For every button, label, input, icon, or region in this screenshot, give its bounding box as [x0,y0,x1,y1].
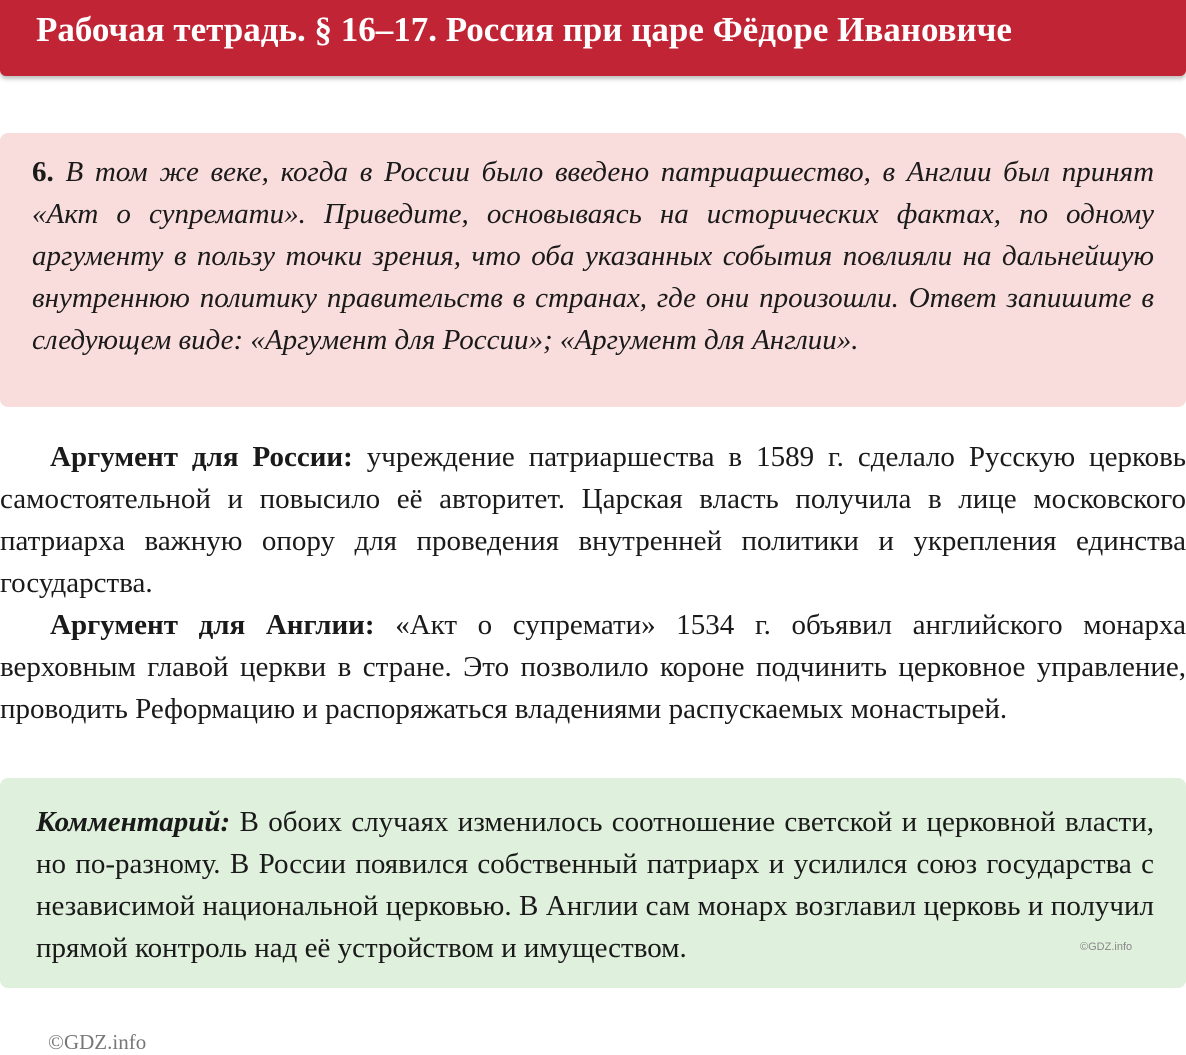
task-number: 6. [32,156,54,188]
answer-russia [0,436,1186,604]
page-header [0,0,1186,76]
answer-section [0,436,1186,730]
comment [36,801,1154,969]
comment-text: В обоих случаях изменилось соотношение светской и церковной власти, но по-разному. В России появился собственный патриарх и усилился союз государства с независимой национальной церковью. В Англии сам монарх возглавил церковь и получил прямой контроль над её устройством и имуществом. [36,806,1155,964]
answer-england [0,604,1186,730]
answer-england-text: «Акт о супремати» 1534 г. объявил английского монарха верховным главой церкви в стране. Это позволило короне подчинить церковное управление, проводить Реформацию и распоряжаться владениями распускаемых монастырей. [0,609,1186,725]
page-title: Рабочая тетрадь. § 16–17. Россия при царе Фёдоре Ивановиче [36,10,1012,49]
copyright: ©GDZ.info [48,1030,147,1054]
task-question-text: В том же веке, когда в России было введено патриаршество, в Англии был принят «Акт о супремати». Приведите, основываясь на исторических фактах, по одному аргументу в пользу точки зрения, что оба указанных события повлияли на дальнейшую внутреннюю политику правительств в странах, где они произошли. Ответ запишите в следующем виде: «Аргумент для России»; «Аргумент для Англии». [32,156,1155,356]
answer-england-label: Аргумент для Англии: [50,609,375,641]
small-watermark: ©GDZ.info [1080,941,1133,953]
task-question [32,151,1154,361]
comment-label: Комментарий: [36,806,231,838]
answer-russia-label: Аргумент для России: [50,441,353,473]
answer-russia-text: учреждение патриаршества в 1589 г. сделало Русскую церковь самостоятельной и повысило её авторитет. Царская власть получила в лице московского патриарха важную опору для проведения внутренней политики и укрепления единства государства. [0,441,1186,599]
